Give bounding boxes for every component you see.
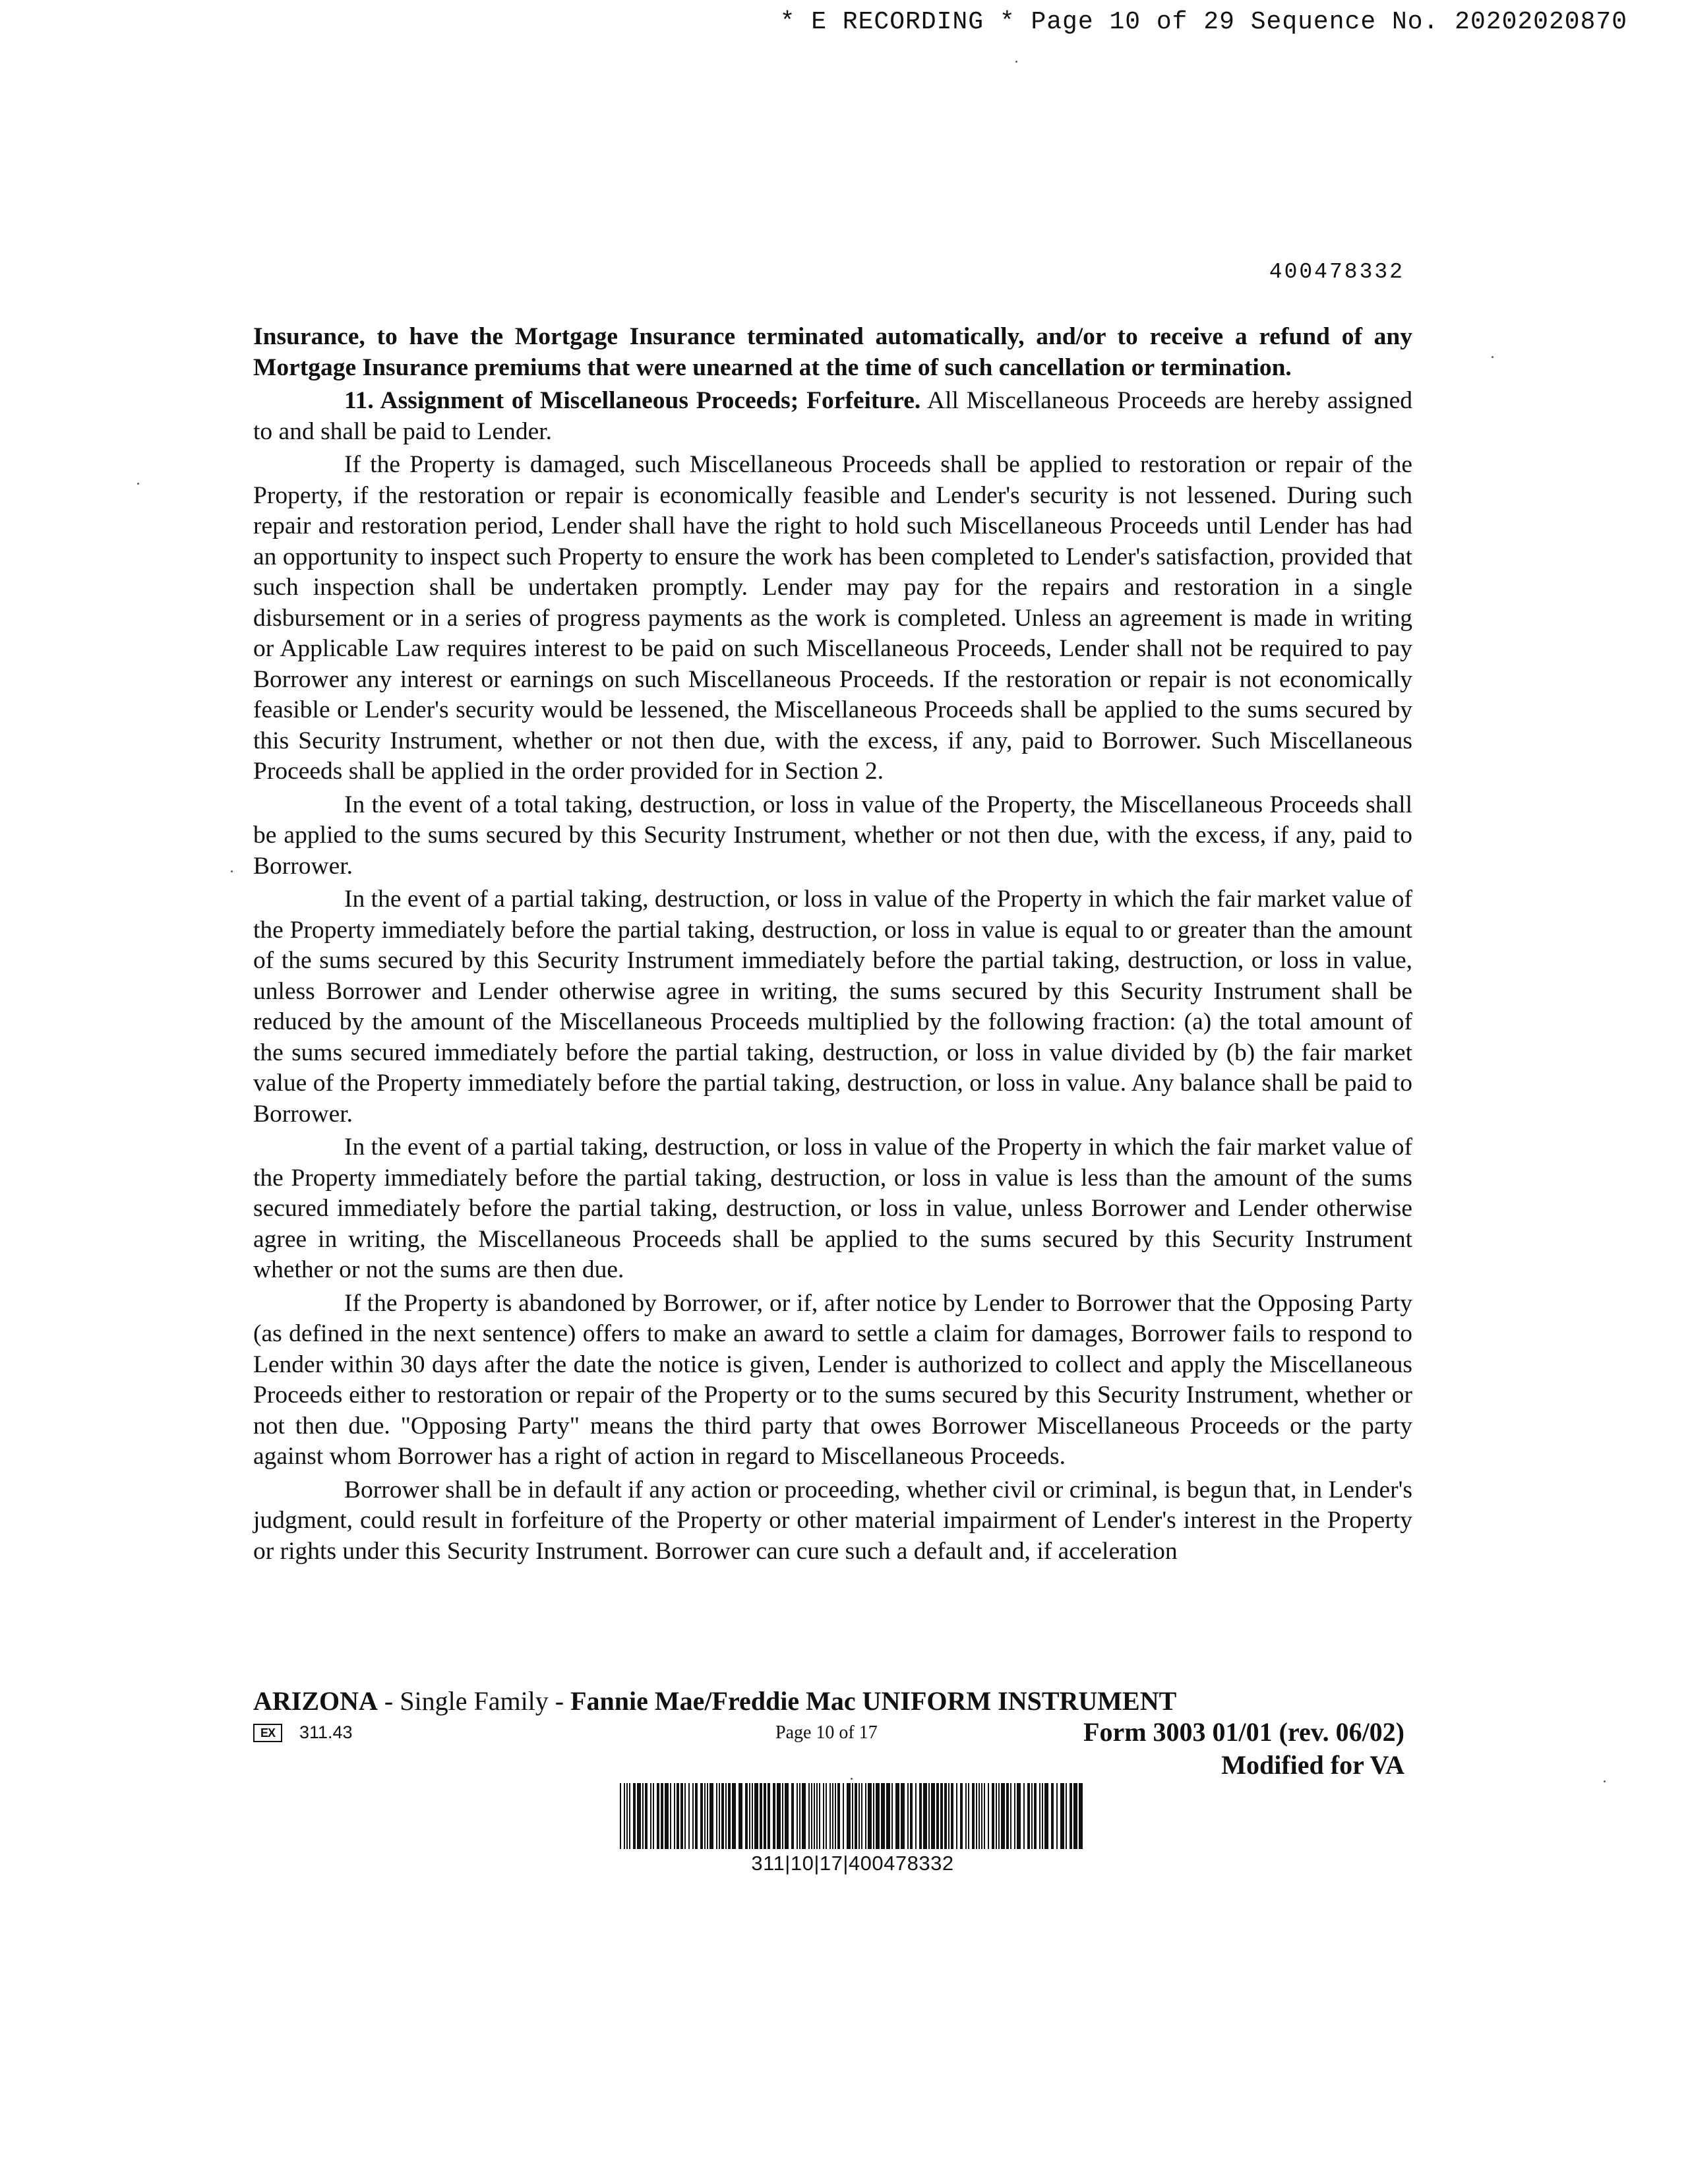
- barcode-bar: [823, 1783, 824, 1849]
- barcode-bar: [732, 1783, 736, 1849]
- barcode-bar: [992, 1783, 994, 1849]
- footer-title: [253, 1685, 1176, 1716]
- barcode-bar: [725, 1783, 727, 1849]
- barcode-bar: [1039, 1783, 1040, 1849]
- barcode-bar: [936, 1783, 939, 1849]
- scan-speck: [1604, 1780, 1606, 1782]
- barcode-bar: [709, 1783, 713, 1849]
- barcode-bar: [1034, 1783, 1037, 1849]
- ex-logo-icon: EX: [253, 1724, 282, 1742]
- barcode-bar: [773, 1783, 775, 1849]
- barcode-bar: [802, 1783, 806, 1849]
- barcode-bar: [944, 1783, 947, 1849]
- barcode-bar: [960, 1783, 963, 1849]
- barcode-bar: [688, 1783, 690, 1849]
- barcode-bar: [996, 1783, 997, 1849]
- barcode-bar: [721, 1783, 724, 1849]
- scan-speck: [137, 483, 139, 485]
- barcode-bar: [876, 1783, 880, 1849]
- barcode-bar: [972, 1783, 975, 1849]
- barcode-bar: [1031, 1783, 1033, 1849]
- barcode-bar: [626, 1783, 628, 1849]
- recording-header: * E RECORDING * Page 10 of 29 Sequence No. 20202020870: [779, 8, 1627, 36]
- document-body: [253, 322, 1412, 1567]
- barcode-bar: [1023, 1783, 1025, 1849]
- barcode-bar: [661, 1783, 663, 1849]
- barcode-bar: [1056, 1783, 1058, 1849]
- barcode-bar: [791, 1783, 794, 1849]
- barcode-bar: [764, 1783, 766, 1849]
- barcode-bar: [752, 1783, 753, 1849]
- scan-speck: [1015, 61, 1017, 63]
- barcode-bar: [1010, 1783, 1011, 1849]
- barcode-bar: [633, 1783, 636, 1849]
- barcode-text: 311|10|17|400478332: [751, 1852, 954, 1875]
- barcode-bar: [819, 1783, 820, 1849]
- barcode-bar: [931, 1783, 935, 1849]
- barcode-bar: [620, 1783, 621, 1849]
- barcode-bar: [873, 1783, 874, 1849]
- barcode-bar: [768, 1783, 770, 1849]
- barcode-bar: [692, 1783, 694, 1849]
- barcode-bar: [814, 1783, 815, 1849]
- barcode-bar: [1014, 1783, 1015, 1849]
- barcode-bar: [951, 1783, 953, 1849]
- barcode-bar: [998, 1783, 1000, 1849]
- footer-page-number: Page 10 of 17: [775, 1722, 878, 1743]
- barcode-bar: [700, 1783, 703, 1849]
- barcode-bar: [670, 1783, 671, 1849]
- barcode-bar: [816, 1783, 818, 1849]
- footer-state: ARIZONA: [253, 1686, 378, 1716]
- scan-speck: [851, 1778, 853, 1780]
- barcode-bar: [1044, 1783, 1048, 1849]
- barcode-bar: [861, 1783, 862, 1849]
- section-11-intro: [253, 386, 1412, 447]
- section-heading: 11. Assignment of Miscellaneous Proceeds; Forfeiture.: [344, 387, 921, 414]
- barcode-bar: [868, 1783, 872, 1849]
- barcode-bar: [907, 1783, 909, 1849]
- barcode-bar: [865, 1783, 866, 1849]
- barcode-bar: [1051, 1783, 1054, 1849]
- barcode-bar: [915, 1783, 917, 1849]
- barcode-bar: [1017, 1783, 1021, 1849]
- footer-separator: - Single Family -: [377, 1686, 571, 1716]
- barcode-bar: [968, 1783, 969, 1849]
- barcode-bar: [657, 1783, 659, 1849]
- barcode-bar: [716, 1783, 717, 1849]
- barcode-bar: [895, 1783, 899, 1849]
- modified-note: Modified for VA: [1221, 1750, 1404, 1780]
- barcode-bar: [1073, 1783, 1077, 1849]
- barcode-bar: [829, 1783, 831, 1849]
- barcode-bar: [835, 1783, 836, 1849]
- barcode-bar: [629, 1783, 630, 1849]
- barcode-bar: [923, 1783, 927, 1849]
- barcode-bar: [988, 1783, 989, 1849]
- footer-instrument: Fannie Mae/Freddie Mac UNIFORM INSTRUMENT: [570, 1686, 1177, 1716]
- barcode-bar: [881, 1783, 885, 1849]
- scan-speck: [231, 870, 233, 872]
- loan-number: 400478332: [1269, 260, 1404, 284]
- barcode-bar: [976, 1783, 977, 1849]
- barcode-bar: [728, 1783, 731, 1849]
- barcode-bar: [797, 1783, 798, 1849]
- barcode-bar: [754, 1783, 758, 1849]
- barcode-bar: [707, 1783, 708, 1849]
- barcode-bar: [637, 1783, 641, 1849]
- barcode-bar: [1042, 1783, 1043, 1849]
- barcode-bar: [650, 1783, 651, 1849]
- scan-speck: [1492, 356, 1493, 358]
- barcode-bar: [832, 1783, 833, 1849]
- barcode-bar: [956, 1783, 957, 1849]
- barcode-bar: [1079, 1783, 1083, 1849]
- barcode-bar: [965, 1783, 967, 1849]
- footer-form-code: [253, 1722, 353, 1743]
- paragraph-abandoned-property: If the Property is abandoned by Borrower, or if, after notice by Lender to Borrower that the Opposing Party (as defined in the next sentence) offers to make an award to settle a claim for damages, Borrower fails to respond to Lender within 30 days after the date the notice is given, Lender is authorized to collect and apply the Miscellaneous Proceeds either to restoration or repair of the Property or to the sums secured by this Security Instrument, whether or not then due. "Opposing Party" means the third party that owes Borrower Miscellaneous Proceeds or the party against whom Borrower has a right of action in regard to Miscellaneous Proceeds.: [253, 1289, 1412, 1470]
- barcode-bar: [645, 1783, 648, 1849]
- barcode-bar: [695, 1783, 698, 1849]
- barcode-bar: [919, 1783, 922, 1849]
- barcode-bar: [704, 1783, 706, 1849]
- barcode-bar: [624, 1783, 625, 1849]
- barcode-bar: [749, 1783, 750, 1849]
- paragraph-partial-taking-greater: In the event of a partial taking, destruction, or loss in value of the Property in which the fair market value of the Property immediately before the partial taking, destruction, or loss in value is equal to or greater than the amount of the sums secured by this Security Instrument immediately before the partial taking, destruction, or loss in value, unless Borrower and Lender otherwise agree in writing, the sums secured by this Security Instrument shall be reduced by the amount of the Miscellaneous Proceeds multiplied by the following fraction: (a) the total amount of the sums secured immediately before the partial taking, destruction, or loss in value divided by (b) the fair market value of the Property immediately before the partial taking, destruction, or loss in value. Any balance shall be paid to Borrower.: [253, 886, 1412, 1128]
- barcode-bar: [760, 1783, 762, 1849]
- barcode-bar: [799, 1783, 800, 1849]
- barcode-bar: [886, 1783, 890, 1849]
- barcode-bar: [910, 1783, 913, 1849]
- barcode-bar: [855, 1783, 857, 1849]
- barcode-icon: [618, 1783, 1087, 1849]
- paragraph-default: Borrower shall be in default if any action or proceeding, whether civil or criminal, is begun that, in Lender's judgment, could result in forfeiture of the Property or other material impairment of Lender's interest in the Property or rights under this Security Instrument. Borrower can cure such a default and, if acceleration: [253, 1476, 1412, 1565]
- barcode-bar: [1066, 1783, 1067, 1849]
- barcode-bar: [782, 1783, 783, 1849]
- barcode-bar: [837, 1783, 840, 1849]
- barcode-bar: [738, 1783, 742, 1849]
- barcode-bar: [785, 1783, 789, 1849]
- barcode-bar: [653, 1783, 654, 1849]
- barcode-bar: [674, 1783, 675, 1849]
- form-number: Form 3003 01/01 (rev. 06/02): [1083, 1717, 1404, 1747]
- barcode-bar: [1001, 1783, 1005, 1849]
- barcode-bar: [843, 1783, 844, 1849]
- barcode-bar: [677, 1783, 679, 1849]
- barcode-bar: [1006, 1783, 1009, 1849]
- barcode-bar: [1070, 1783, 1072, 1849]
- barcode-bar: [981, 1783, 982, 1849]
- barcode-bar: [745, 1783, 748, 1849]
- barcode-bar: [808, 1783, 810, 1849]
- form-code: 311.43: [299, 1722, 353, 1742]
- barcode-bar: [891, 1783, 893, 1849]
- continuation-paragraph: Insurance, to have the Mortgage Insurance terminated automatically, and/or to receive a refund of any Mortgage Insurance premiums that were unearned at the time of such cancellation or termination.: [253, 323, 1412, 381]
- barcode-bar: [680, 1783, 683, 1849]
- section-intro-text: All Miscellaneous Proceeds are hereby assigned to and shall be paid to Lender.: [253, 387, 1412, 445]
- barcode-bar: [665, 1783, 669, 1849]
- barcode-bar: [928, 1783, 930, 1849]
- paragraph-damaged-property: If the Property is damaged, such Miscellaneous Proceeds shall be applied to restoration or repair of the Property, if the restoration or repair is economically feasible and Lender's security is not lessened. During such repair and restoration period, Lender shall have the right to hold such Miscellaneous Proceeds until Lender has had an opportunity to inspect such Property to ensure the work has been completed to Lender's satisfaction, provided that such inspection shall be undertaken promptly. Lender may pay for the repairs and restoration in a single disbursement or in a series of progress payments as the work is completed. Unless an agreement is made in writing or Applicable Law requires interest to be paid on such Miscellaneous Proceeds, Lender shall not be required to pay Borrower any interest or earnings on such Miscellaneous Proceeds. If the restoration or repair is not economically feasible or Lender's security would be lessened, the Miscellaneous Proceeds shall be applied to the sums secured by this Security Instrument, whether or not then due, with the excess, if any, paid to Borrower. Such Miscellaneous Proceeds shall be applied in the order provided for in Section 2.: [253, 451, 1412, 785]
- barcode-bar: [1027, 1783, 1030, 1849]
- barcode-bar: [901, 1783, 905, 1849]
- footer-form-info: [1083, 1716, 1404, 1782]
- barcode-bar: [847, 1783, 851, 1849]
- barcode-bar: [719, 1783, 720, 1849]
- barcode-bar: [948, 1783, 950, 1849]
- paragraph-total-taking: In the event of a total taking, destruction, or loss in value of the Property, the Miscellaneous Proceeds shall be applied to the sums secured by this Security Instrument, whether or not then due, with the excess, if any, paid to Borrower.: [253, 791, 1412, 880]
- paragraph-partial-taking-less: In the event of a partial taking, destruction, or loss in value of the Property in which the fair market value of the Property immediately before the partial taking, destruction, or loss in value is less than the amount of the sums secured immediately before the partial taking, destruction, or loss in value, unless Borrower and Lender otherwise agree in writing, the Miscellaneous Proceeds shall be applied to the sums secured by this Security Instrument whether or not the sums are then due.: [253, 1134, 1412, 1283]
- barcode-bar: [811, 1783, 812, 1849]
- barcode-bar: [684, 1783, 686, 1849]
- barcode-bar: [940, 1783, 943, 1849]
- barcode-bar: [852, 1783, 853, 1849]
- barcode-bar: [826, 1783, 827, 1849]
- barcode-bar: [859, 1783, 860, 1849]
- barcode: [618, 1783, 1087, 1875]
- barcode-bar: [777, 1783, 781, 1849]
- barcode-bar: [984, 1783, 985, 1849]
- barcode-bar: [642, 1783, 644, 1849]
- barcode-bar: [1060, 1783, 1064, 1849]
- barcode-bar: [979, 1783, 980, 1849]
